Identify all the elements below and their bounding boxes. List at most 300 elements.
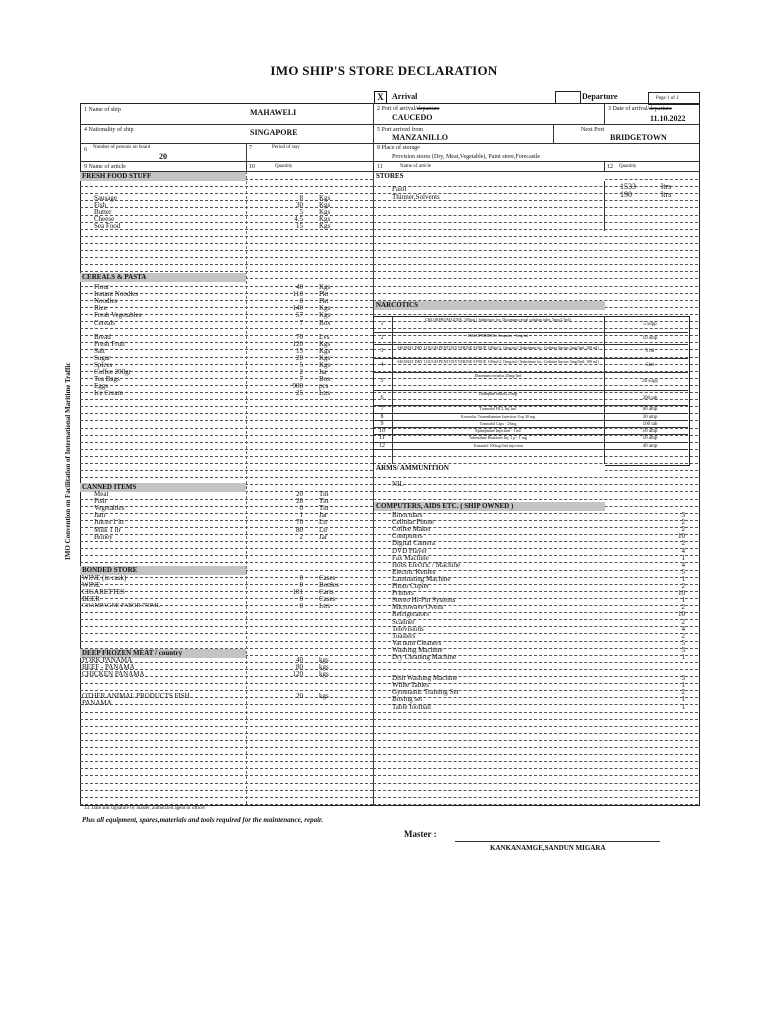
narcotic-name: CHLORPROMAZINE, 100mg ( Substitute for: Diazepam rectal solution tube, 5mg/2.5ml) xyxy=(425,317,571,322)
row-line xyxy=(80,562,373,563)
row-line xyxy=(80,428,373,429)
row-line xyxy=(373,236,698,237)
article-header-left: 9 Name of article xyxy=(84,164,126,170)
narcotic-name: SKOMAT DRY COUGH PENTOXYVERINE SYRUP, 100ml-2.13mg/ml ( Substitute for: Codeine linctus 5mg/5ml, 100 ml) xyxy=(397,359,599,364)
row-line xyxy=(373,775,698,776)
equipment-name: Photo Copier xyxy=(392,582,430,590)
equipment-quantity: 4 xyxy=(681,624,685,633)
row-line xyxy=(80,250,373,251)
article-name: Ice Cream xyxy=(94,389,123,398)
article-name: Sea Food xyxy=(94,222,121,231)
narcotic-number: 4 xyxy=(380,362,384,368)
arrival-label: Arrival xyxy=(392,92,418,101)
article-unit: Bottles xyxy=(319,581,339,590)
article-quantity: 7 xyxy=(299,318,303,327)
row-line xyxy=(80,499,373,500)
row-line xyxy=(80,683,373,684)
port-from-label: 5 Port arrived from xyxy=(377,127,424,133)
row-line xyxy=(80,236,373,237)
row-line xyxy=(373,662,698,663)
row-line xyxy=(80,413,373,414)
row-line xyxy=(373,797,698,798)
article-quantity: 110 xyxy=(292,290,303,299)
row-line xyxy=(373,257,698,258)
row-line xyxy=(373,278,698,279)
article-quantity: 15 xyxy=(296,222,303,231)
arrival-date-label: 3 Date of arrival/departure xyxy=(608,106,672,112)
row-line xyxy=(80,790,373,791)
narcotics-row-line xyxy=(373,332,688,333)
article-unit: Lvs xyxy=(319,332,330,341)
narcotic-number: 7 xyxy=(380,406,384,412)
storage-label: 8 Place of storage xyxy=(377,145,420,151)
equipment-name: Refrigerators xyxy=(392,610,429,619)
row-line xyxy=(80,555,373,556)
row-line xyxy=(80,243,373,244)
article-name: Cereals xyxy=(94,318,115,327)
narcotic-number: 12 xyxy=(379,442,385,449)
article-quantity: 40 xyxy=(296,656,303,664)
narcotic-number: 11 xyxy=(379,435,385,441)
row-line xyxy=(373,669,698,670)
row-line xyxy=(373,484,698,485)
narcotics-header: NARCOTICS xyxy=(374,301,605,310)
equipment-quantity: 2 xyxy=(681,617,685,626)
article-quantity: 2 xyxy=(299,532,303,541)
equipment-name: Toasters xyxy=(392,631,416,640)
equipment-quantity: 1 xyxy=(681,681,685,690)
article-unit: kgs xyxy=(319,670,329,679)
row-line xyxy=(80,761,373,762)
computers-header: COMPUTERS, AIDS ETC. ( SHIP OWNED ) xyxy=(374,502,605,511)
article-name: BEEF - PANAMA xyxy=(82,663,135,672)
row-line xyxy=(373,243,698,244)
row-line xyxy=(373,286,698,287)
narcotic-quantity: 60 amp xyxy=(642,407,658,412)
article-name: CIGARETTES xyxy=(82,588,125,597)
equipment-name: Microwave Ovens xyxy=(392,603,444,612)
article-unit: Kgs xyxy=(319,304,331,313)
row-line xyxy=(373,186,698,187)
narcotic-number: 9 xyxy=(380,420,384,427)
row-line xyxy=(373,740,698,741)
row-line xyxy=(80,456,373,457)
article-unit: Kgs xyxy=(319,208,331,217)
row-line xyxy=(80,300,373,301)
row-line xyxy=(373,747,698,748)
equipment-quantity: 1 xyxy=(681,574,685,583)
equipment-name: Coffee Maker xyxy=(392,525,431,534)
quantity-header-right: Quantity xyxy=(619,164,637,169)
page-indicator: Page 1 of 1 xyxy=(656,96,679,101)
row-line xyxy=(80,541,373,542)
article-unit: Tin xyxy=(319,504,329,513)
article-quantity: 20 xyxy=(296,490,303,498)
equipment-quantity: 2 xyxy=(681,631,685,640)
stay-label: Period of stay xyxy=(272,145,300,150)
article-unit: Kgs xyxy=(319,283,331,291)
article-name: Eggs xyxy=(94,382,108,391)
row-line xyxy=(373,264,698,265)
row-line xyxy=(80,513,373,514)
store-item-name: Paint xyxy=(392,185,407,193)
row-line xyxy=(80,726,373,727)
row-line xyxy=(80,797,373,798)
ship-name-label: 1 Name of ship xyxy=(84,107,121,113)
narcotic-number: 3 xyxy=(380,348,384,354)
narcotics-row-line xyxy=(373,449,688,450)
port-arrival-label: 2 Port of arrival/departure xyxy=(377,106,440,112)
article-unit: Carts xyxy=(319,588,334,597)
narcotic-name: Tramadol 100mg/2ml injection xyxy=(473,443,523,448)
article-unit: Tin xyxy=(319,497,329,506)
article-quantity: 0 xyxy=(299,595,303,604)
narcotic-quantity: 200 tab xyxy=(642,395,658,401)
article-quantity: 15 xyxy=(296,346,303,355)
article-unit: Jar xyxy=(319,511,328,520)
equipment-quantity: 2 xyxy=(681,582,685,590)
equipment-name: Hobs Electric / Machine xyxy=(392,560,461,569)
arms-header: ARMS/ AMMUNITION xyxy=(374,464,605,473)
article-quantity: 1 xyxy=(299,511,303,520)
master-name: KANKANAMGE,SANDUN MIGARA xyxy=(490,844,606,852)
article-unit: kgs xyxy=(319,663,329,672)
narcotic-quantity: 10 amp xyxy=(642,436,658,441)
equipment-name: Binoculars xyxy=(392,511,423,519)
arms-value: NIL xyxy=(392,480,404,488)
narcotics-row-line xyxy=(373,372,688,373)
article-quantity: 80 xyxy=(296,525,303,534)
nationality-value: SINGAPORE xyxy=(250,128,298,137)
article-unit: kgs xyxy=(319,656,329,664)
row-line xyxy=(373,222,698,223)
narcotic-name: Adrenaline Bitartrate Inj. 1 p - 1 mg xyxy=(469,435,527,440)
row-line xyxy=(80,435,373,436)
article-name: Fish xyxy=(94,201,107,210)
equipment-name: Boxing set xyxy=(392,695,423,704)
article-name: Spices xyxy=(94,361,113,369)
narcotic-quantity: 100 tab xyxy=(642,421,658,427)
article-unit: Ltrs xyxy=(319,389,331,398)
equipment-name: Stereo Hi-Fin Systems xyxy=(392,596,456,605)
narcotic-quantity: 40 amp xyxy=(642,443,658,449)
row-line xyxy=(80,186,373,187)
article-name: BEER xyxy=(82,595,100,604)
article-name: Meat xyxy=(94,490,109,498)
row-line xyxy=(373,712,698,713)
row-line xyxy=(80,775,373,776)
equipment-quantity: 10 xyxy=(678,610,685,619)
article-name: Fresh Vegetables xyxy=(94,311,142,320)
article-name: PANAMA xyxy=(82,699,112,708)
departure-label: Departure xyxy=(582,92,618,101)
article-quantity: 70 xyxy=(296,332,303,341)
row-line xyxy=(373,804,698,805)
equipment-name: Table football xyxy=(392,702,431,711)
article-name: Tea Bags xyxy=(94,375,120,384)
article-name: Honey xyxy=(94,532,113,541)
article-unit: Kgs xyxy=(319,339,331,348)
row-line xyxy=(373,733,698,734)
row-line xyxy=(80,740,373,741)
section-header: DEEP FROZEN MEAT / country xyxy=(80,649,246,658)
article-unit: Kgs xyxy=(319,201,331,210)
article-unit: Kgs xyxy=(319,361,331,369)
article-name: Salt xyxy=(94,346,105,355)
signature-label: 13. Date and signature by master, authorized agent or officer xyxy=(84,806,206,811)
article-quantity: 25 xyxy=(296,389,303,398)
row-line xyxy=(80,442,373,443)
equipment-quantity: 5 xyxy=(681,567,685,576)
equipment-quantity: 5 xyxy=(681,638,685,647)
row-line xyxy=(373,477,698,478)
narcotic-quantity: 10 amp xyxy=(642,428,658,434)
narcotic-name: Diazepam rectalsu 25mg/1ml xyxy=(474,373,522,378)
row-line xyxy=(80,747,373,748)
article-unit: Ltr xyxy=(319,525,328,534)
article-quantity: 7 xyxy=(299,375,303,384)
narcotic-number: 6 xyxy=(380,394,384,401)
article-unit: Ltr xyxy=(319,518,328,527)
next-port-label: Next Port xyxy=(581,127,605,133)
article-name: Noodles xyxy=(94,297,118,306)
row-line xyxy=(373,314,698,315)
equipment-quantity: 1 xyxy=(681,702,685,711)
narcotic-quantity: 5 supp xyxy=(643,322,657,327)
section-header: CEREALS & PASTA xyxy=(80,273,246,282)
row-line xyxy=(80,548,373,549)
row-line xyxy=(80,264,373,265)
row-line xyxy=(80,534,373,535)
row-line xyxy=(80,612,373,613)
equipment-quantity: 1 xyxy=(681,596,685,605)
narcotic-name: Tramadol HCL Inj 2ml xyxy=(479,406,517,411)
article-quantity: 120 xyxy=(292,339,303,348)
article-number-right: 11 xyxy=(377,164,383,170)
article-unit: Jar xyxy=(319,532,328,541)
row-line xyxy=(373,619,698,620)
row-line xyxy=(80,783,373,784)
narcotics-row-line xyxy=(373,405,688,406)
article-unit: Jar xyxy=(319,368,328,377)
row-line xyxy=(80,619,373,620)
equipment-quantity: 1 xyxy=(681,553,685,562)
article-unit: pcs xyxy=(319,382,329,391)
equipment-name: Electric Kettles xyxy=(392,567,436,576)
section-header: CANNED ITEMS xyxy=(80,483,246,492)
article-quantity: 28 xyxy=(296,497,303,506)
row-line xyxy=(80,768,373,769)
row-line xyxy=(373,207,698,208)
article-quantity: 57 xyxy=(296,311,303,320)
article-name: Instant Noodles xyxy=(94,290,139,299)
article-unit: Box xyxy=(319,318,331,327)
article-name: Milk 1 ltr xyxy=(94,525,121,534)
equipment-quantity: 10 xyxy=(678,589,685,598)
narcotic-number: 1 xyxy=(380,321,384,327)
article-name: Bread xyxy=(94,332,111,341)
store-item-qty: 190 xyxy=(620,190,632,199)
article-unit: Cases xyxy=(319,574,336,582)
equipment-name: Digital Camera xyxy=(392,539,435,548)
article-unit: Tin xyxy=(319,490,329,498)
narcotic-number: 10 xyxy=(379,427,385,434)
article-quantity: 900 xyxy=(292,382,303,391)
article-name: WINE xyxy=(82,581,101,590)
row-line xyxy=(80,406,373,407)
article-quantity: 20 xyxy=(296,692,303,701)
section-header: BONDED STORE xyxy=(80,566,246,575)
equipment-quantity: 1 xyxy=(681,695,685,704)
row-line xyxy=(80,470,373,471)
narcotic-quantity: 5btl xyxy=(646,363,654,368)
article-unit: Kgs xyxy=(319,353,331,362)
equipment-name: Cellular Phone xyxy=(392,518,434,527)
persons-value: 20 xyxy=(159,152,167,161)
equipment-name: Fax Machine xyxy=(392,553,429,562)
row-line xyxy=(80,399,373,400)
storage-value: Provision stores (Dry, Meat,Vegetable), Paint store,Forecastle xyxy=(392,154,541,160)
article-quantity: 5 xyxy=(299,208,303,217)
equipment-quantity: 2 xyxy=(681,518,685,527)
article-name: Sausage xyxy=(94,194,117,202)
column-divider xyxy=(246,171,247,804)
store-item-unit: ltrs xyxy=(661,190,672,199)
row-line xyxy=(80,641,373,642)
equipment-name: Computers xyxy=(392,532,423,541)
equipment-name: Laminating Machine xyxy=(392,574,451,583)
equipment-name: DVD Player xyxy=(392,546,427,555)
row-line xyxy=(80,449,373,450)
article-name: Rice xyxy=(94,304,107,313)
next-port-value: BRIDGETOWN xyxy=(610,133,667,142)
footnote: Plus all equipment, spares,materials and tools required for the maintenance, repair. xyxy=(82,816,324,824)
article-name: Juices 1 ltr xyxy=(94,518,125,527)
arrival-checkbox[interactable]: X xyxy=(374,91,387,104)
article-unit: Pkt xyxy=(319,297,329,306)
nationality-label: 4 Nationality of ship xyxy=(84,127,134,133)
article-name: WINE (in cask) xyxy=(82,574,127,582)
article-unit: Ltrs xyxy=(319,602,331,611)
article-unit: Kgs xyxy=(319,222,331,231)
equipment-name: Vacuum Cleaners xyxy=(392,638,442,647)
article-quantity: 80 xyxy=(296,663,303,672)
article-unit: Box xyxy=(319,375,331,384)
ship-name-value: MAHAWELI xyxy=(250,108,297,117)
article-name: Coffee 200gr xyxy=(94,368,131,377)
narcotic-number: 2 xyxy=(380,335,384,341)
narcotic-quantity: 30 amp xyxy=(642,414,658,420)
article-quantity: 4.5 xyxy=(294,215,303,224)
article-name: Sugar xyxy=(94,353,111,362)
section-header: FRESH FOOD STUFF xyxy=(80,172,246,181)
narcotic-name: SKOMAT DRY COUGH PENTOXYVERINE SYRUP, 100ml-2.13mg/ml ( Substitute for: Codeine linctus 5mg/5ml, 100 ml) xyxy=(397,345,599,350)
article-name: OTHER ANIMAL PRODUCTS FISH xyxy=(82,692,190,701)
equipment-quantity: 4 xyxy=(681,546,685,555)
store-item-unit: ltrs xyxy=(661,182,672,191)
article-unit: Kgs xyxy=(319,194,331,202)
narcotic-name: Diazepam tablets 25mg xyxy=(479,391,517,396)
row-line xyxy=(80,626,373,627)
row-line xyxy=(80,527,373,528)
equipment-name: Scanner xyxy=(392,617,415,626)
equipment-name: Dish Washing Machine xyxy=(392,674,458,683)
article-unit: Kgs xyxy=(319,311,331,320)
equipment-quantity: 3 xyxy=(681,511,685,519)
equipment-name: Washing Machine xyxy=(392,645,443,654)
equipment-name: Willie Tables xyxy=(392,681,430,690)
article-quantity: 5 xyxy=(299,361,303,369)
narcotics-row-line xyxy=(373,390,688,391)
row-line xyxy=(373,293,698,294)
article-name: CHAMPAGNE FABOR 750ML xyxy=(82,603,161,610)
narcotic-name: Ketorolac Tromethamine Injection Usp 30 mg xyxy=(461,414,535,419)
equipment-quantity: 3 xyxy=(681,645,685,654)
equipment-quantity: 4 xyxy=(681,560,685,569)
article-name: Butter xyxy=(94,208,112,217)
master-label: Master : xyxy=(404,829,437,839)
article-quantity: 8 xyxy=(299,194,303,202)
row-line xyxy=(80,754,373,755)
port-arrival-value: CAUCEDO xyxy=(392,113,433,122)
narcotic-quantity: 20 supp xyxy=(642,379,658,384)
row-line xyxy=(373,633,698,634)
article-header-right: Name of article xyxy=(400,164,432,169)
row-line xyxy=(80,477,373,478)
row-line xyxy=(373,491,698,492)
port-from-value: MANZANILLO xyxy=(392,133,449,142)
stores-header: STORES xyxy=(374,172,605,181)
row-line xyxy=(80,420,373,421)
row-line xyxy=(80,712,373,713)
row-line xyxy=(80,257,373,258)
row-line xyxy=(80,385,373,386)
equipment-name: Printers xyxy=(392,589,414,598)
quantity-number-left: 10 xyxy=(249,164,255,170)
side-caption: IMO Convention on Facilitation of International Maritime Traffic xyxy=(64,362,72,560)
article-quantity: 0 xyxy=(299,602,303,611)
row-line xyxy=(373,783,698,784)
article-unit: Pkt xyxy=(319,290,329,299)
row-line xyxy=(80,463,373,464)
article-name: PORK PANAMA xyxy=(82,656,133,664)
article-name: Vegetables xyxy=(94,504,125,513)
row-line xyxy=(373,499,698,500)
quantity-header-left: Quantity xyxy=(275,164,293,169)
article-quantity: 0 xyxy=(299,574,303,582)
row-line xyxy=(373,215,698,216)
article-name: Jam xyxy=(94,511,106,520)
equipment-quantity: 2 xyxy=(681,603,685,612)
narcotic-number: 5 xyxy=(380,378,384,384)
article-quantity: 30 xyxy=(296,201,303,210)
stay-number: 7 xyxy=(249,145,252,151)
equipment-quantity: 1 xyxy=(681,653,685,661)
row-line xyxy=(80,804,373,805)
persons-label: Number of persons on board xyxy=(93,145,151,150)
row-line xyxy=(80,690,373,691)
article-quantity: 0 xyxy=(299,504,303,513)
row-line xyxy=(373,761,698,762)
row-line xyxy=(80,704,373,705)
article-quantity: 101 xyxy=(292,588,303,597)
narcotic-quantity: 10 amp xyxy=(642,336,658,341)
row-line xyxy=(80,733,373,734)
article-quantity: 0 xyxy=(299,581,303,590)
persons-number: 6 xyxy=(84,147,87,153)
row-line xyxy=(80,719,373,720)
article-quantity: 70 xyxy=(296,518,303,527)
